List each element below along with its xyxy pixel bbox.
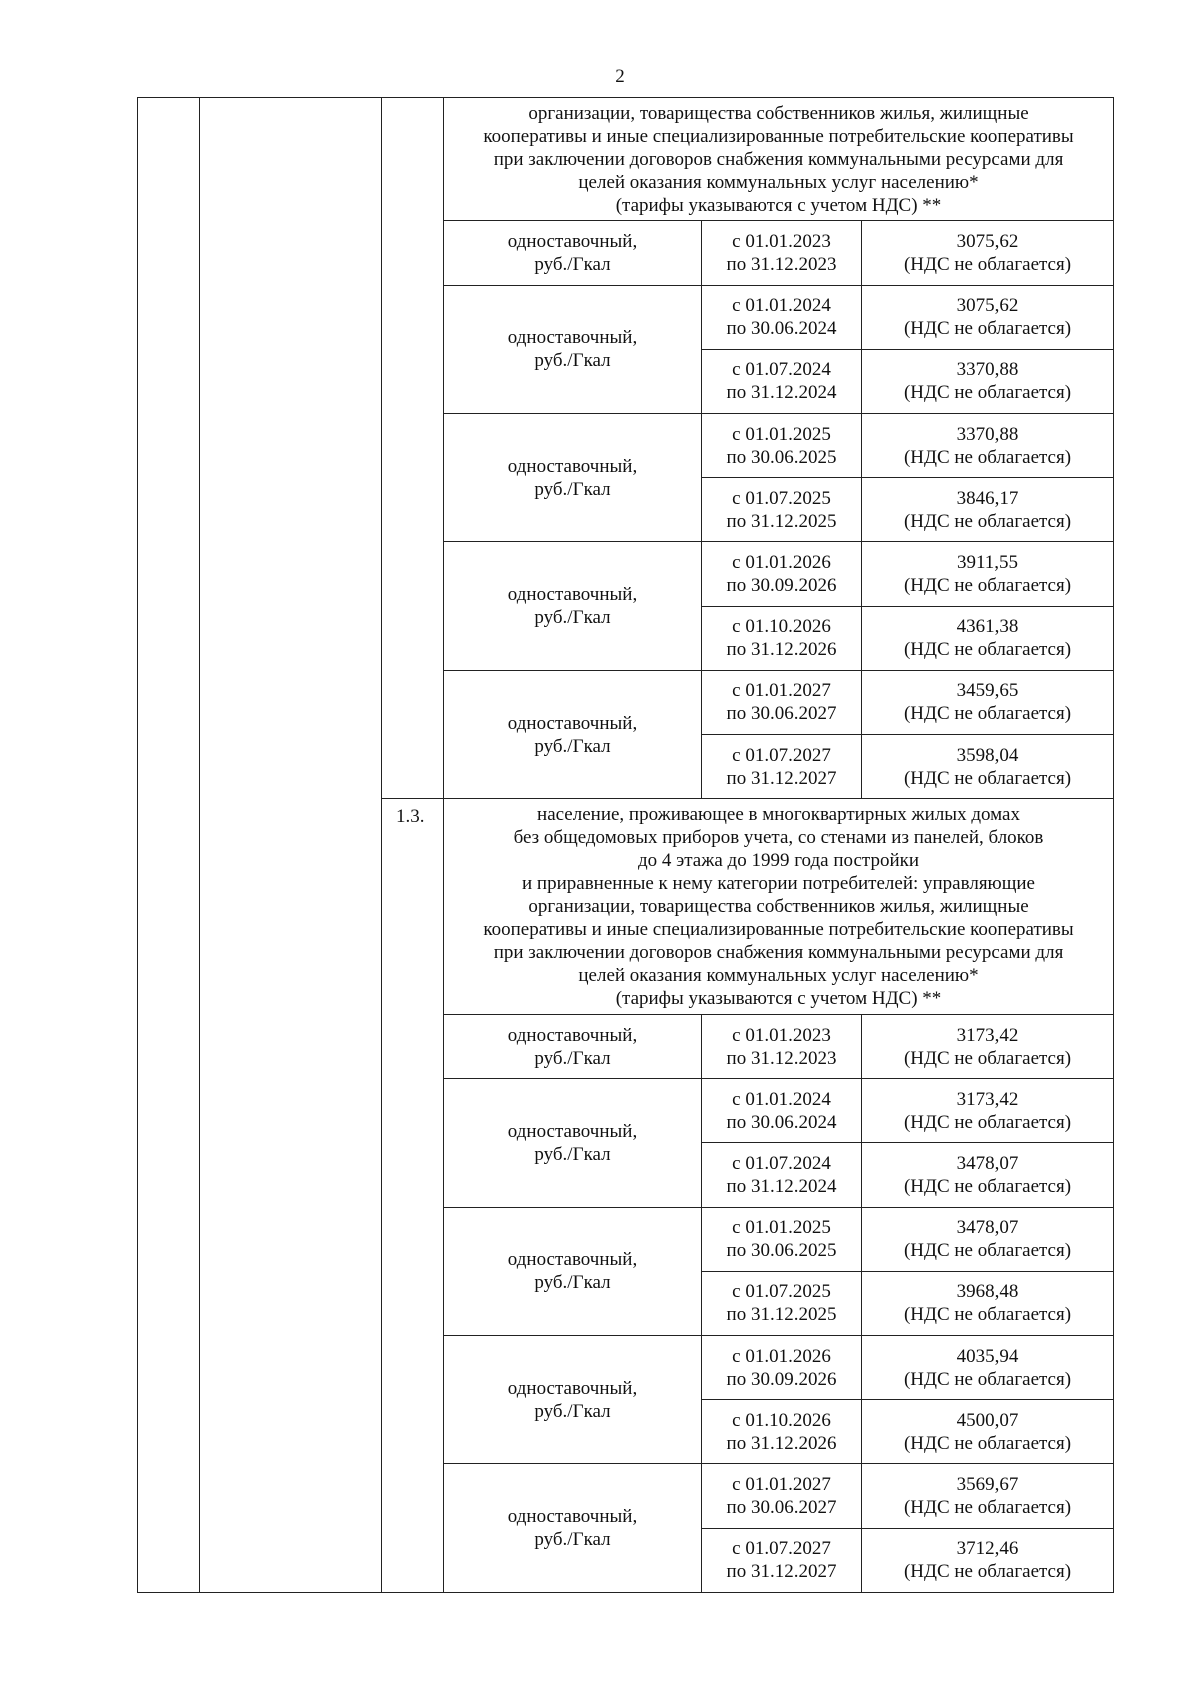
description-line: целей оказания коммунальных услуг населению* bbox=[578, 171, 979, 193]
period-cell bbox=[702, 221, 862, 285]
period-line: с 01.10.2026 bbox=[732, 616, 831, 638]
period-line: по 31.12.2026 bbox=[726, 1432, 837, 1454]
vat-note: (НДС не облагается) bbox=[903, 767, 1072, 789]
tariff-type-cell bbox=[444, 1014, 702, 1078]
tariff-value: 4500,07 bbox=[956, 1409, 1019, 1431]
tariff-value: 3370,88 bbox=[956, 423, 1019, 445]
period-line: по 31.12.2024 bbox=[726, 1175, 837, 1197]
vat-note: (НДС не облагается) bbox=[903, 254, 1072, 275]
period-line: по 31.12.2023 bbox=[726, 1047, 837, 1069]
period-cell bbox=[702, 670, 862, 734]
tariff-type-line: одноставочный, bbox=[507, 1249, 638, 1271]
period-cell bbox=[702, 285, 862, 349]
tariff-type-cell bbox=[444, 221, 702, 285]
tariff-value: 4361,38 bbox=[956, 616, 1019, 638]
period-line: по 31.12.2023 bbox=[726, 254, 837, 275]
period-cell bbox=[702, 1271, 862, 1335]
tariff-type-line: одноставочный, bbox=[507, 1024, 638, 1046]
description-line: и приравненные к нему категории потребителей: управляющие bbox=[522, 873, 1035, 895]
tariff-type-line: одноставочный, bbox=[507, 712, 638, 734]
tariff-value-cell bbox=[862, 1528, 1114, 1592]
period-cell bbox=[702, 349, 862, 413]
vat-note: (НДС не облагается) bbox=[903, 1047, 1072, 1069]
tariff-type-cell bbox=[444, 285, 702, 413]
vat-note: (НДС не облагается) bbox=[903, 318, 1072, 340]
section-description bbox=[444, 98, 1114, 221]
period-line: по 31.12.2027 bbox=[726, 767, 837, 789]
period-line: с 01.10.2026 bbox=[732, 1409, 831, 1431]
tariff-value-cell bbox=[862, 1207, 1114, 1271]
description-line: организации, товарищества собственников жилья, жилищные bbox=[528, 896, 1029, 918]
tariff-value: 3846,17 bbox=[956, 487, 1019, 509]
tariff-value-cell bbox=[862, 285, 1114, 349]
period-line: с 01.07.2025 bbox=[732, 1281, 831, 1303]
period-line: по 30.06.2024 bbox=[726, 1111, 837, 1133]
period-line: по 30.06.2025 bbox=[726, 1240, 837, 1262]
tariff-type-line: руб./Гкал bbox=[534, 350, 611, 372]
tariff-type-line: руб./Гкал bbox=[534, 1400, 611, 1422]
period-line: с 01.07.2027 bbox=[732, 744, 831, 766]
tariff-type-line: одноставочный, bbox=[507, 455, 638, 477]
period-line: с 01.01.2023 bbox=[732, 1024, 831, 1046]
tariff-value-cell bbox=[862, 606, 1114, 670]
tariff-type-cell bbox=[444, 1207, 702, 1335]
period-line: по 31.12.2026 bbox=[726, 639, 837, 661]
description-line: организации, товарищества собственников жилья, жилищные bbox=[528, 102, 1029, 124]
tariff-value-cell bbox=[862, 1271, 1114, 1335]
tariff-value: 3569,67 bbox=[956, 1473, 1019, 1495]
vat-note: (НДС не облагается) bbox=[903, 446, 1072, 468]
tariff-type-line: руб./Гкал bbox=[534, 735, 611, 757]
vat-note: (НДС не облагается) bbox=[903, 703, 1072, 725]
period-line: с 01.01.2026 bbox=[732, 1345, 831, 1367]
tariff-value: 3459,65 bbox=[956, 680, 1019, 702]
tariff-value: 3075,62 bbox=[956, 295, 1019, 317]
description-line: при заключении договоров снабжения коммунальными ресурсами для bbox=[493, 148, 1064, 170]
tariff-value: 3173,42 bbox=[956, 1088, 1019, 1110]
tariff-value: 3598,04 bbox=[956, 744, 1019, 766]
description-line: (тарифы указываются с учетом НДС) ** bbox=[615, 194, 942, 216]
tariff-value-cell bbox=[862, 542, 1114, 606]
period-cell bbox=[702, 1079, 862, 1143]
tariff-type-line: одноставочный, bbox=[507, 584, 638, 606]
description-line: кооперативы и иные специализированные потребительские кооперативы bbox=[483, 919, 1074, 941]
period-cell bbox=[702, 542, 862, 606]
period-line: по 31.12.2025 bbox=[726, 510, 837, 532]
description-line: без общедомовых приборов учета, со стенами из панелей, блоков bbox=[513, 827, 1044, 849]
vat-note: (НДС не облагается) bbox=[903, 1240, 1072, 1262]
empty-column-2 bbox=[200, 98, 382, 1593]
section-number-empty bbox=[382, 98, 444, 799]
period-line: по 31.12.2027 bbox=[726, 1561, 837, 1583]
tariff-value-cell bbox=[862, 1335, 1114, 1399]
tariff-value-cell bbox=[862, 670, 1114, 734]
tariff-value: 3712,46 bbox=[956, 1538, 1019, 1560]
tariff-value: 3911,55 bbox=[956, 552, 1019, 574]
vat-note: (НДС не облагается) bbox=[903, 1432, 1072, 1454]
tariff-value-cell bbox=[862, 1079, 1114, 1143]
period-line: с 01.01.2027 bbox=[732, 1473, 831, 1495]
tariff-type-cell bbox=[444, 1464, 702, 1593]
section-description bbox=[444, 799, 1114, 1015]
tariff-value: 3478,07 bbox=[956, 1152, 1019, 1174]
period-cell bbox=[702, 478, 862, 542]
period-cell bbox=[702, 1014, 862, 1078]
period-line: по 30.09.2026 bbox=[726, 575, 837, 597]
tariff-type-line: одноставочный, bbox=[507, 1120, 638, 1142]
period-cell bbox=[702, 1400, 862, 1464]
tariff-table bbox=[137, 97, 1114, 1593]
period-line: с 01.01.2024 bbox=[732, 295, 831, 317]
period-cell bbox=[702, 735, 862, 799]
tariff-value: 3173,42 bbox=[956, 1024, 1019, 1046]
period-cell bbox=[702, 1335, 862, 1399]
period-line: с 01.07.2025 bbox=[732, 487, 831, 509]
period-line: по 31.12.2024 bbox=[726, 382, 837, 404]
period-line: по 31.12.2025 bbox=[726, 1304, 837, 1326]
tariff-type-line: руб./Гкал bbox=[534, 478, 611, 500]
period-cell bbox=[702, 414, 862, 478]
period-cell bbox=[702, 1464, 862, 1528]
period-line: с 01.07.2024 bbox=[732, 359, 831, 381]
tariff-type-cell bbox=[444, 542, 702, 670]
period-line: с 01.01.2025 bbox=[732, 423, 831, 445]
tariff-type-line: руб./Гкал bbox=[534, 1529, 611, 1551]
vat-note: (НДС не облагается) bbox=[903, 575, 1072, 597]
empty-column-1 bbox=[138, 98, 200, 1593]
tariff-value-cell bbox=[862, 349, 1114, 413]
period-line: с 01.01.2025 bbox=[732, 1217, 831, 1239]
period-line: с 01.07.2027 bbox=[732, 1538, 831, 1560]
period-line: с 01.01.2026 bbox=[732, 552, 831, 574]
tariff-value-cell bbox=[862, 735, 1114, 799]
period-line: по 30.09.2026 bbox=[726, 1368, 837, 1390]
tariff-value-cell bbox=[862, 1014, 1114, 1078]
description-line: при заключении договоров снабжения коммунальными ресурсами для bbox=[493, 942, 1064, 964]
period-cell bbox=[702, 1207, 862, 1271]
period-line: по 30.06.2024 bbox=[726, 318, 837, 340]
tariff-type-line: одноставочный, bbox=[507, 1506, 638, 1528]
description-line: население, проживающее в многоквартирных жилых домах bbox=[537, 804, 1020, 826]
tariff-value-cell bbox=[862, 1400, 1114, 1464]
tariff-type-line: руб./Гкал bbox=[534, 254, 611, 275]
tariff-type-line: руб./Гкал bbox=[534, 607, 611, 629]
tariff-type-cell bbox=[444, 414, 702, 542]
period-cell bbox=[702, 1143, 862, 1207]
description-line: кооперативы и иные специализированные потребительские кооперативы bbox=[483, 125, 1074, 147]
vat-note: (НДС не облагается) bbox=[903, 1368, 1072, 1390]
tariff-value: 3968,48 bbox=[956, 1281, 1019, 1303]
period-cell bbox=[702, 1528, 862, 1592]
tariff-value: 3370,88 bbox=[956, 359, 1019, 381]
tariff-type-line: одноставочный, bbox=[507, 231, 638, 252]
tariff-type-line: одноставочный, bbox=[507, 327, 638, 349]
period-line: по 30.06.2027 bbox=[726, 1496, 837, 1518]
period-line: по 30.06.2025 bbox=[726, 446, 837, 468]
period-line: с 01.07.2024 bbox=[732, 1152, 831, 1174]
vat-note: (НДС не облагается) bbox=[903, 382, 1072, 404]
tariff-value: 4035,94 bbox=[956, 1345, 1019, 1367]
page-number: 2 bbox=[615, 66, 625, 87]
description-line: целей оказания коммунальных услуг населению* bbox=[578, 965, 979, 987]
vat-note: (НДС не облагается) bbox=[903, 1496, 1072, 1518]
section-continuation-header-row bbox=[138, 98, 1114, 221]
tariff-value-cell bbox=[862, 414, 1114, 478]
period-line: по 30.06.2027 bbox=[726, 703, 837, 725]
vat-note: (НДС не облагается) bbox=[903, 1304, 1072, 1326]
period-line: с 01.01.2027 bbox=[732, 680, 831, 702]
tariff-type-cell bbox=[444, 1079, 702, 1207]
tariff-type-line: одноставочный, bbox=[507, 1377, 638, 1399]
section-number: 1.3. bbox=[382, 799, 444, 1593]
tariff-value-cell bbox=[862, 1143, 1114, 1207]
vat-note: (НДС не облагается) bbox=[903, 1561, 1072, 1583]
tariff-type-cell bbox=[444, 1335, 702, 1463]
vat-note: (НДС не облагается) bbox=[903, 510, 1072, 532]
tariff-value-cell bbox=[862, 478, 1114, 542]
tariff-type-line: руб./Гкал bbox=[534, 1047, 611, 1069]
tariff-type-line: руб./Гкал bbox=[534, 1272, 611, 1294]
tariff-value-cell bbox=[862, 221, 1114, 285]
vat-note: (НДС не облагается) bbox=[903, 1111, 1072, 1133]
description-line: (тарифы указываются с учетом НДС) ** bbox=[615, 988, 942, 1010]
tariff-value: 3075,62 bbox=[956, 231, 1019, 252]
tariff-value: 3478,07 bbox=[956, 1217, 1019, 1239]
tariff-type-cell bbox=[444, 670, 702, 798]
vat-note: (НДС не облагается) bbox=[903, 1175, 1072, 1197]
period-line: с 01.01.2023 bbox=[732, 231, 831, 252]
vat-note: (НДС не облагается) bbox=[903, 639, 1072, 661]
description-line: до 4 этажа до 1999 года постройки bbox=[637, 850, 920, 872]
period-cell bbox=[702, 606, 862, 670]
tariff-type-line: руб./Гкал bbox=[534, 1143, 611, 1165]
tariff-value-cell bbox=[862, 1464, 1114, 1528]
period-line: с 01.01.2024 bbox=[732, 1088, 831, 1110]
